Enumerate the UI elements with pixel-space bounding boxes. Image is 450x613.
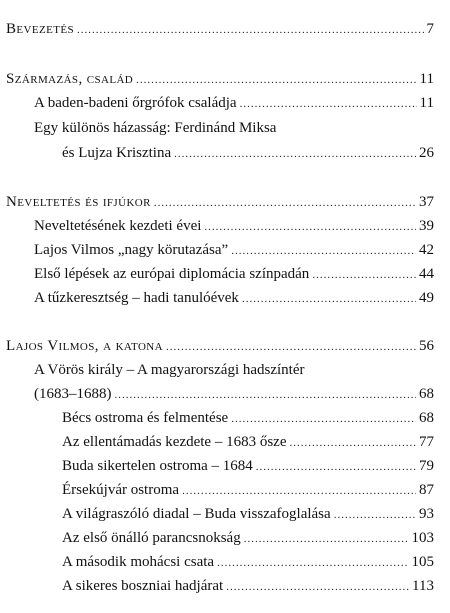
toc-entry-title: A világraszóló diadal – Buda visszafoglalása [62, 506, 331, 522]
toc-page-number: 42 [419, 242, 434, 258]
toc-subentry[interactable] [62, 552, 434, 573]
toc-section[interactable] [6, 69, 434, 90]
toc-page-number: 103 [411, 530, 434, 546]
toc-entry[interactable] [34, 93, 434, 114]
toc-leader-dots [231, 241, 416, 261]
toc-entry[interactable] [34, 288, 434, 309]
toc-entry-title: Az első önálló parancsnokság [62, 530, 241, 546]
toc-entry-title: A Vörös király – A magyarországi hadszíntér [34, 362, 305, 378]
toc-entry-title: Buda sikertelen ostroma – 1684 [62, 458, 253, 474]
toc-leader-dots [166, 337, 416, 357]
toc-leader-dots [290, 433, 417, 453]
toc-leader-dots [226, 577, 409, 597]
toc-subentry[interactable] [62, 480, 434, 501]
toc-leader-dots [174, 144, 416, 164]
toc-subentry[interactable] [62, 504, 434, 525]
toc-section[interactable] [6, 192, 434, 213]
toc-leader-dots [217, 553, 408, 573]
toc-entry-continuation[interactable] [34, 384, 434, 405]
toc-entry-title: A második mohácsi csata [62, 554, 215, 570]
toc-leader-dots [231, 409, 416, 429]
toc-leader-dots [256, 457, 416, 477]
toc-subentry[interactable] [62, 456, 434, 477]
toc-leader-dots [154, 193, 416, 213]
toc-subentry[interactable] [62, 432, 434, 453]
toc-subentry[interactable] [62, 528, 434, 549]
toc-entry[interactable] [34, 240, 434, 261]
toc-entry-title: Lajos Vilmos „nagy körutazása” [34, 242, 229, 258]
toc-leader-dots [312, 265, 416, 285]
toc-section-title: Lajos Vilmos, a katona [6, 338, 163, 354]
toc-page-number: 56 [419, 338, 434, 354]
toc-entry-title: Egy különös házasság: Ferdinánd Miksa [34, 120, 277, 136]
toc-page-number: 11 [419, 71, 434, 87]
toc-page-number: 11 [419, 95, 434, 111]
toc-entry-title: Első lépések az európai diplomácia színpadán [34, 266, 310, 282]
toc-entry[interactable] [34, 360, 434, 380]
toc-entry-title: Érsekújvár ostroma [62, 482, 180, 498]
toc-entry[interactable] [34, 264, 434, 285]
toc-entry-title: és Lujza Krisztina [62, 145, 172, 161]
toc-section[interactable] [6, 336, 434, 357]
toc-page-number: 105 [411, 554, 434, 570]
toc-section-title: Származás, család [6, 71, 134, 87]
toc-page-number: 44 [419, 266, 434, 282]
toc-leader-dots [77, 20, 424, 40]
toc-page-number: 68 [419, 386, 434, 402]
toc-entry-continuation[interactable] [62, 143, 434, 164]
toc-leader-dots [204, 217, 416, 237]
toc-entry-title: Bécs ostroma és felmentése [62, 410, 229, 426]
toc-entry-title: A tűzkeresztség – hadi tanulóévek [34, 290, 239, 306]
toc-section-title: Bevezetés [6, 21, 74, 37]
toc-entry-title: A baden-badeni őrgrófok családja [34, 95, 237, 111]
toc-section[interactable] [6, 19, 434, 40]
toc-section-title: Neveltetés és ifjúkor [6, 194, 151, 210]
toc-page-number: 113 [412, 578, 434, 594]
toc-entry-title: Neveltetésének kezdeti évei [34, 218, 202, 234]
toc-page-number: 79 [419, 458, 434, 474]
toc-page-number: 93 [419, 506, 434, 522]
toc-page-number: 77 [419, 434, 434, 450]
toc-subentry[interactable] [62, 576, 434, 597]
toc-leader-dots [244, 529, 409, 549]
toc-entry-title: (1683–1688) [34, 386, 112, 402]
toc-page-number: 68 [419, 410, 434, 426]
toc-entry[interactable] [34, 118, 434, 138]
toc-page-number: 87 [419, 482, 434, 498]
toc-entry-title: A sikeres boszniai hadjárat [62, 578, 224, 594]
toc-page-number: 26 [419, 145, 434, 161]
toc-subentry[interactable] [62, 408, 434, 429]
toc-entry-title: Az ellentámadás kezdete – 1683 ősze [62, 434, 287, 450]
toc-entry[interactable] [34, 216, 434, 237]
toc-leader-dots [115, 385, 417, 405]
toc-leader-dots [240, 94, 417, 114]
toc-page-number: 7 [426, 21, 434, 37]
toc-leader-dots [136, 70, 416, 90]
toc-leader-dots [334, 505, 416, 525]
toc-leader-dots [182, 481, 416, 501]
toc-page-number: 39 [419, 218, 434, 234]
toc-page-number: 37 [419, 194, 434, 210]
toc-leader-dots [242, 289, 416, 309]
toc-page-number: 49 [419, 290, 434, 306]
